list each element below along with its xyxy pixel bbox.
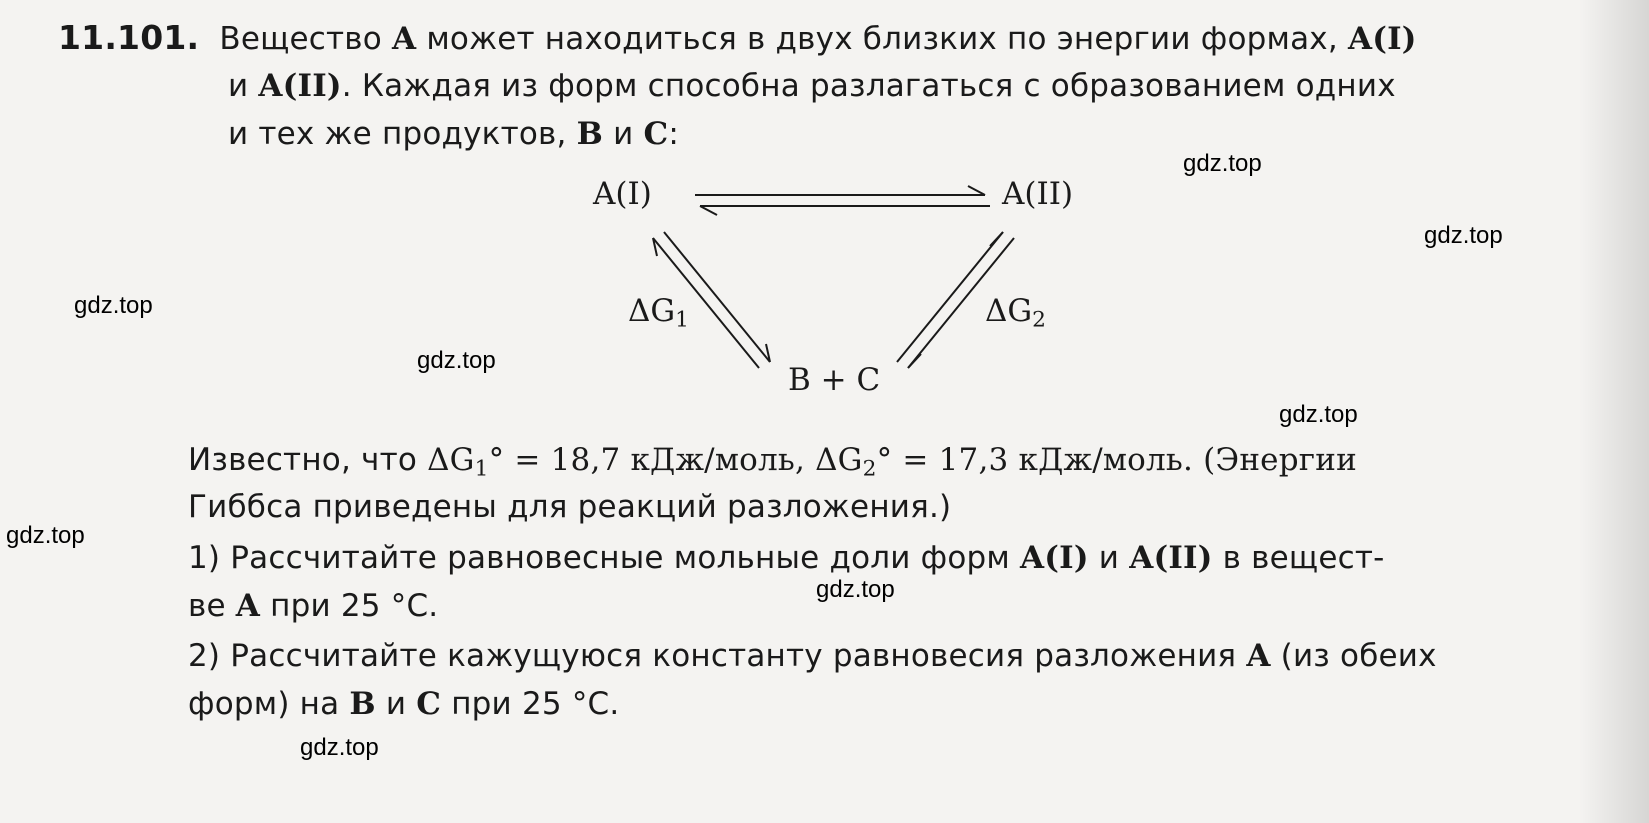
watermark: gdz.top xyxy=(300,734,379,761)
question-2-line-1: 2) Рассчитайте кажущуюся константу равновесия разложения A (из обеих xyxy=(188,638,1437,674)
question-2-line-2: форм) на B и C при 25 °С. xyxy=(188,686,620,722)
scheme-form-1: A(I) xyxy=(593,176,652,212)
watermark: gdz.top xyxy=(1279,401,1358,428)
watermark: gdz.top xyxy=(1183,150,1262,177)
intro-line-2: и A(II). Каждая из форм способна разлагаться с образованием одних xyxy=(228,68,1396,104)
watermark: gdz.top xyxy=(417,347,496,374)
intro-line-3: и тех же продуктов, B и C: xyxy=(228,116,680,152)
problem-number: 11.101. xyxy=(58,18,200,57)
equilibrium-arrow-top xyxy=(695,186,990,215)
question-1-line-2: ве A при 25 °С. xyxy=(188,588,439,624)
watermark: gdz.top xyxy=(6,522,85,549)
watermark: gdz.top xyxy=(1424,222,1503,249)
equilibrium-arrow-left xyxy=(653,232,770,368)
known-line-2: Гиббса приведены для реакций разложения.) xyxy=(188,489,952,525)
watermark: gdz.top xyxy=(74,292,153,319)
scheme-dg1-label: $\Delta G_1$ xyxy=(628,293,689,333)
known-line-1: Известно, что $\Delta G_1^\circ = 18,7$ кДж/моль, $\Delta G_2^\circ = 17,3$ кДж/моль. (Энергии xyxy=(188,442,1357,482)
reaction-scheme-arrows xyxy=(560,170,1040,400)
intro-line-1: 11.101. Вещество A может находиться в двух близких по энергии формах, A(I) xyxy=(58,18,1417,57)
page-edge-shadow xyxy=(1579,0,1649,823)
question-1-line-1: 1) Рассчитайте равновесные мольные доли форм A(I) и A(II) в вещест- xyxy=(188,540,1385,576)
scheme-dg2-label: $\Delta G_2$ xyxy=(985,293,1046,333)
watermark: gdz.top xyxy=(816,576,895,603)
scheme-form-2: A(II) xyxy=(1002,176,1074,212)
equilibrium-arrow-right xyxy=(897,232,1014,368)
scheme-products: B + C xyxy=(788,362,881,398)
